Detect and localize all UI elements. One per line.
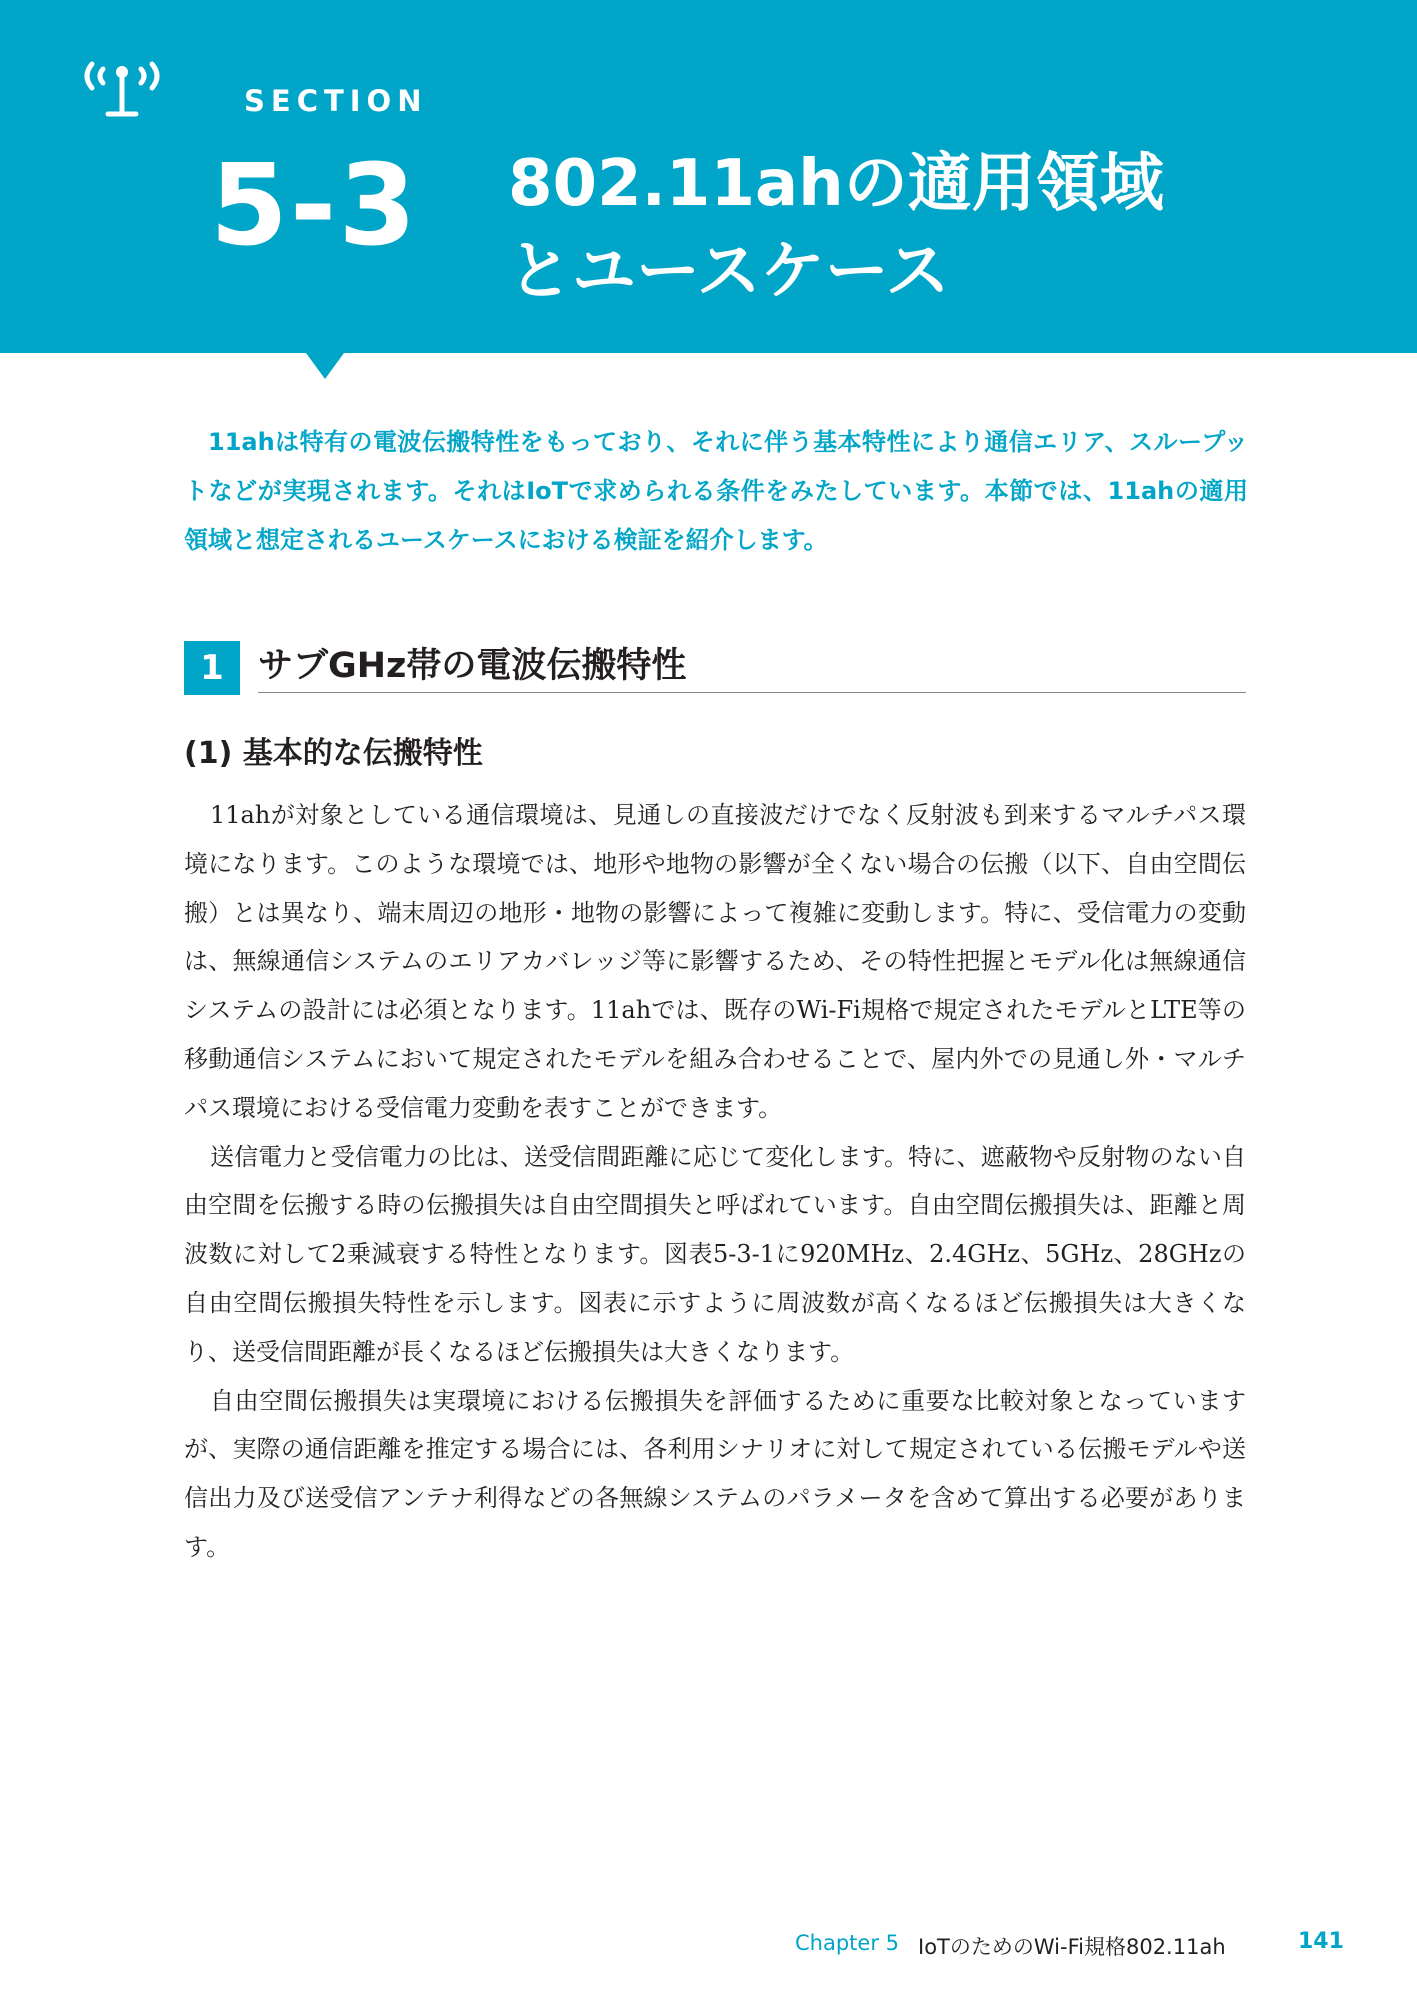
heading-text: サブGHz帯の電波伝搬特性 — [258, 646, 687, 686]
body-paragraph: 自由空間伝搬損失は実環境における伝搬損失を評価するために重要な比較対象となっていますが、実際の通信距離を推定する場合には、各利用シナリオに対して規定されている伝搬モデルや送信出力及び送受信アンテナ利得などの各無線システムのパラメータを含めて算出する必要があります。 — [184, 1386, 1246, 1561]
footer-book-title: IoTのためのWi-Fi規格802.11ah — [918, 1935, 1226, 1959]
header-pointer — [306, 353, 344, 379]
body-paragraph: 11ahが対象としている通信環境は、見通しの直接波だけでなく反射波も到来するマルチパス環境になります。このような環境では、地形や地物の影響が全くない場合の伝搬（以下、自由空間伝搬）とは異なり、端末周辺の地形・地物の影響によって複雑に変動します。特に、受信電力の変動は、無線通信システムのエリアカバレッジ等に影響するため、その特性把握とモデル化は無線通信システムの設計には必須となります。11ahでは、既存のWi-Fi規格で規定されたモデルとLTE等の移動通信システムにおいて規定されたモデルを組み合わせることで、屋内外での見通し外・マルチパス環境における受信電力変動を表すことができます。 — [184, 801, 1246, 1122]
body-text — [184, 791, 1246, 1572]
heading-level-1 — [184, 641, 1246, 695]
antenna-icon — [78, 54, 166, 120]
heading-number-badge: 1 — [184, 641, 240, 695]
page-number: 141 — [1298, 1929, 1344, 1954]
section-title-line: 802.11ahの適用領域 — [508, 147, 1164, 221]
section-title-line: とユースケース — [508, 235, 950, 309]
section-number: 5-3 — [210, 141, 419, 271]
section-title — [508, 140, 1368, 316]
lead-paragraph: 11ahは特有の電波伝搬特性をもっており、それに伴う基本特性により通信エリア、スループットなどが実現されます。それはIoTで求められる条件をみたしています。本節では、11ahの適用領域と想定されるユースケースにおける検証を紹介します。 — [184, 428, 1248, 554]
footer-chapter: Chapter 5 — [795, 1931, 899, 1955]
heading-level-2: (1) 基本的な伝搬特性 — [184, 736, 483, 771]
section-header — [0, 0, 1417, 353]
heading-underline — [258, 692, 1246, 693]
section-label: SECTION — [244, 84, 428, 118]
body-paragraph: 送信電力と受信電力の比は、送受信間距離に応じて変化します。特に、遮蔽物や反射物のない自由空間を伝搬する時の伝搬損失は自由空間損失と呼ばれています。自由空間伝搬損失は、距離と周波数に対して2乗減衰する特性となります。図表5-3-1に920MHz、2.4GHz、5GHz、28GHzの自由空間伝搬損失特性を示します。図表に示すように周波数が高くなるほど伝搬損失は大きくなり、送受信間距離が長くなるほど伝搬損失は大きくなります。 — [184, 1142, 1246, 1366]
